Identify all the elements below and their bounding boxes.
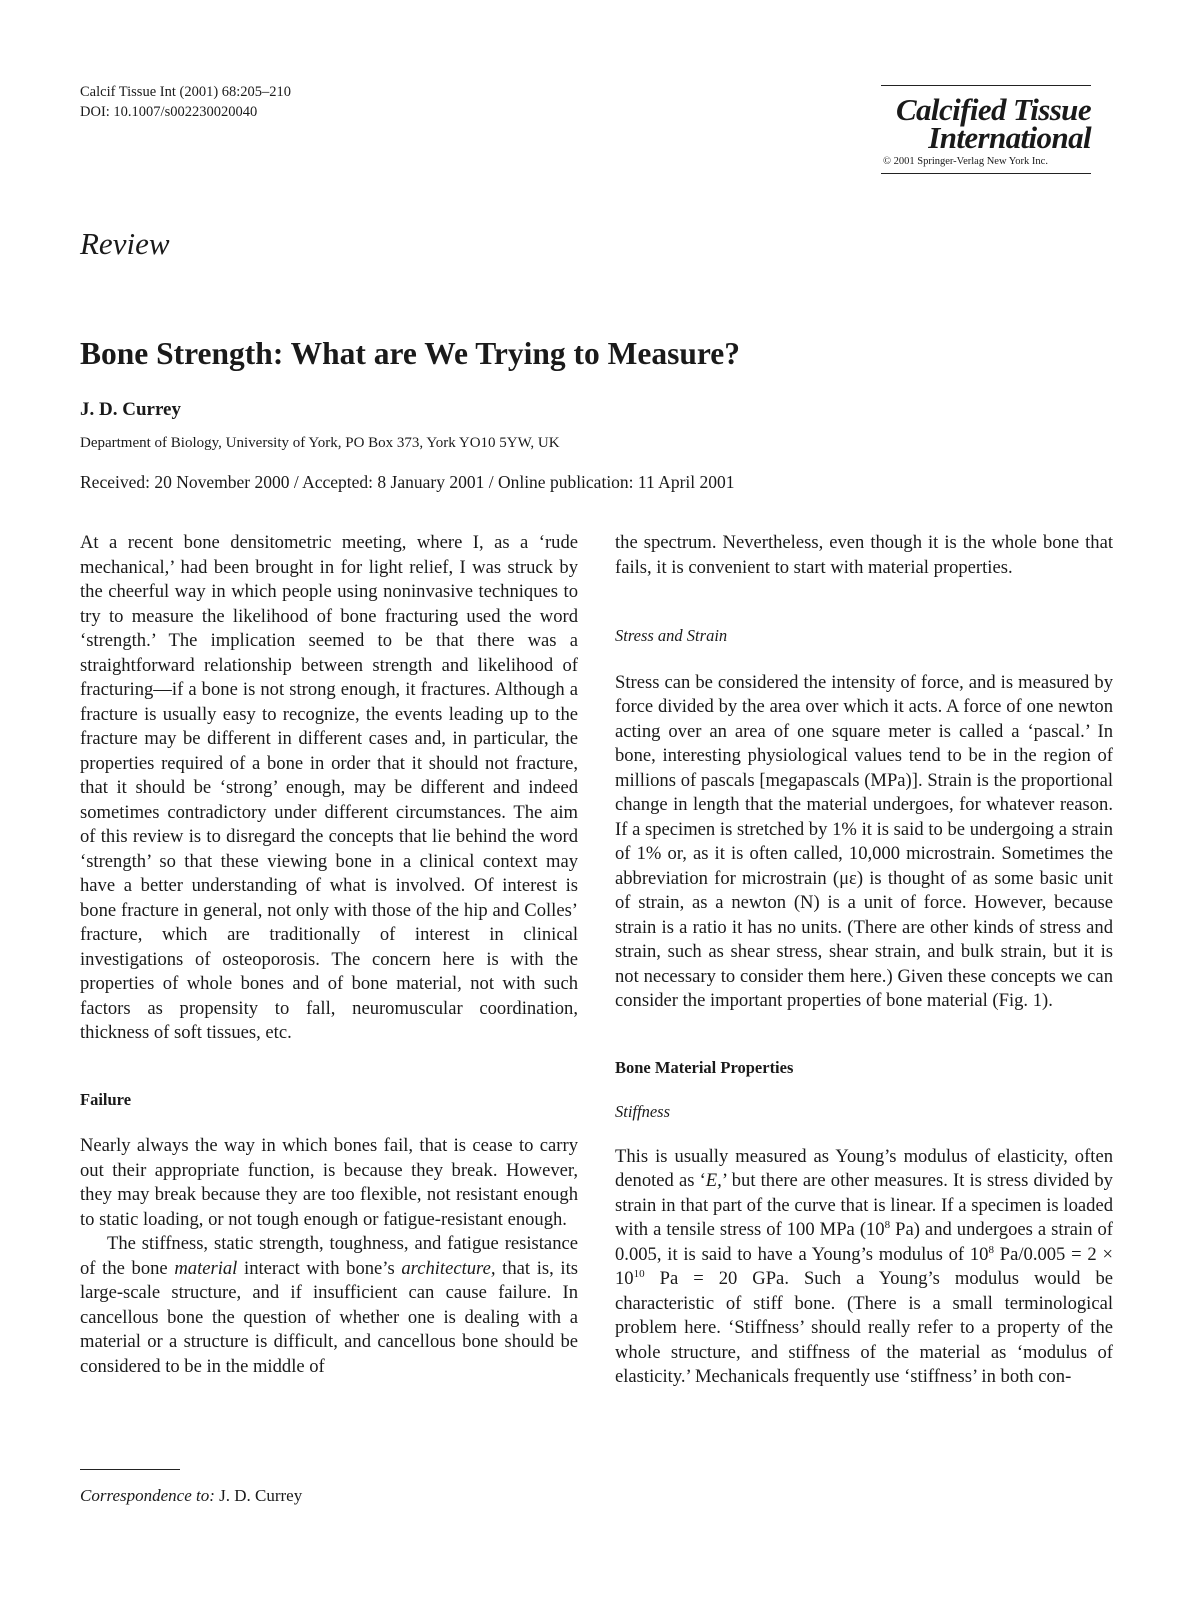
- stiffness-paragraph: [615, 1145, 1113, 1390]
- publication-dates: Received: 20 November 2000 / Accepted: 8 January 2001 / Online publication: 11 April 2001: [80, 472, 735, 492]
- correspondence-note: [80, 1486, 302, 1506]
- stress-strain-heading: Stress and Strain: [615, 626, 728, 645]
- failure-paragraph-2: [80, 1232, 578, 1379]
- author-affiliation: Department of Biology, University of York, PO Box 373, York YO10 5YW, UK: [80, 435, 560, 451]
- footnote-rule: [80, 1469, 180, 1470]
- article-title: Bone Strength: What are We Trying to Measure?: [80, 336, 741, 371]
- right-column: [615, 531, 1113, 1390]
- journal-name-line2: International: [928, 120, 1091, 155]
- superscript: 8: [988, 1243, 994, 1256]
- text-run: The stiffness, static strength, toughness, and fatigue resistance of the bone: [80, 1233, 578, 1279]
- text-run: Pa) and undergoes a strain of 0.005, it is said to have a Young’s modulus of 10: [615, 1219, 1114, 1265]
- text-run: that is, its large-scale structure, and if insufficient can cause failure. In cancellous bone the question of whether one is dealing with a material or a structure is difficult, and cancellous bone should be considered to be in the middle of: [80, 1257, 578, 1377]
- stiffness-heading: Stiffness: [615, 1102, 671, 1121]
- failure-heading: Failure: [80, 1089, 132, 1109]
- text-run: interact with bone’s: [237, 1257, 402, 1279]
- section-label: Review: [80, 226, 170, 261]
- failure-paragraph-1: Nearly always the way in which bones fail, that is cease to carry out their appropriate function, is because they break. However, they may break because they are too flexible, not resistant enough to static loading, or not tough enough or fatigue-resistant enough.: [80, 1135, 578, 1230]
- stress-strain-paragraph: Stress can be considered the intensity of force, and is measured by force divided by the area over which it acts. A force of one newton acting over an area of one square meter is called a ‘pascal.’ In bone, interesting physiological values tend to be in the region of millions of pascals [megapascals (MPa)]. Strain is the proportional change in length that the material undergoes, for whatever reason. If a specimen is stretched by 1% it is said to be undergoing a strain of 1% or, as it is often called, 10,000 microstrain. Sometimes the abbreviation for microstrain (με) is thought of as some basic unit of strain, as a newton (N) is a unit of force. However, because strain is a ratio it has no units. (There are other kinds of stress and strain, such as shear stress, shear strain, and bulk strain, but it is not necessary to consider them here.) Given these concepts we can consider the important properties of bone material (Fig. 1).: [615, 671, 1113, 1011]
- intro-paragraph: At a recent bone densitometric meeting, where I, as a ‘rude mechanical,’ had been brought in for light relief, I was struck by the cheerful way in which people using noninvasive techniques to try to measure the likelihood of bone fracturing used the word ‘strength.’ The implication seemed to be that there was a straightforward relationship between strength and likelihood of fracturing—if a bone is not strong enough, it fractures. Although a fracture is usually easy to recognize, the events leading up to the fracture may be different in different cases and, in particular, the properties required of a bone in order that it should not fracture, that it should be ‘strong’ enough, may be different and indeed sometimes contradictory under different circumstances. The aim of this review is to disregard the concepts that lie behind the word ‘strength’ so that these viewing bone in a clinical context may have a better understanding of what is involved. Of interest is bone fracture in general, not only with those of the hip and Colles’ fracture, which are traditionally of interest in clinical investigations of osteoporosis. The concern here is with the properties of whole bones and of bone material, not with such factors as propensity to fall, neuromuscular coordination, thickness of soft tissues, etc.: [80, 532, 578, 1043]
- copyright-notice: © 2001 Springer-Verlag New York Inc.: [883, 156, 1048, 167]
- emphasis-architecture: architecture,: [401, 1257, 496, 1279]
- material-properties-heading: Bone Material Properties: [615, 1057, 794, 1077]
- emphasis-material: material: [174, 1257, 238, 1279]
- text-run: Pa = 20 GPa. Such a Young’s modulus would be characteristic of stiff bone. (There is a small terminological problem here. ‘Stiffness’ should really refer to a property of the whole structure, and stiffness of the material as ‘modulus of elasticity.’ Mechanicals frequently use ‘stiffness’ in both con-: [615, 1268, 1113, 1387]
- citation-line: Calcif Tissue Int (2001) 68:205–210: [80, 84, 292, 100]
- author-name: J. D. Currey: [80, 399, 181, 420]
- journal-logo: [881, 85, 1091, 174]
- correspondence-label: Correspondence to:: [80, 1486, 215, 1505]
- emphasis-E: E,: [705, 1170, 722, 1191]
- correspondence-name: J. D. Currey: [214, 1486, 303, 1505]
- text-run: This is usually measured as Young’s modulus of elasticity, often denoted as ‘: [615, 1145, 1113, 1191]
- continuation-paragraph: the spectrum. Nevertheless, even though it is the whole bone that fails, it is convenient to start with material properties.: [615, 532, 1113, 578]
- doi-line: DOI: 10.1007/s002230020040: [80, 104, 258, 120]
- left-column: [80, 531, 578, 1379]
- text-run: ’ but there are other measures. It is stress divided by strain in that part of the curve that is linear. If a specimen is loaded with a tensile stress of 100 MPa (10: [615, 1170, 1113, 1240]
- text-run: Pa/0.005 = 2 × 10: [615, 1243, 1113, 1289]
- superscript: 10: [633, 1267, 645, 1280]
- citation-block: [80, 82, 291, 122]
- superscript: 8: [884, 1218, 891, 1231]
- journal-name-line1: Calcified Tissue: [895, 92, 1091, 127]
